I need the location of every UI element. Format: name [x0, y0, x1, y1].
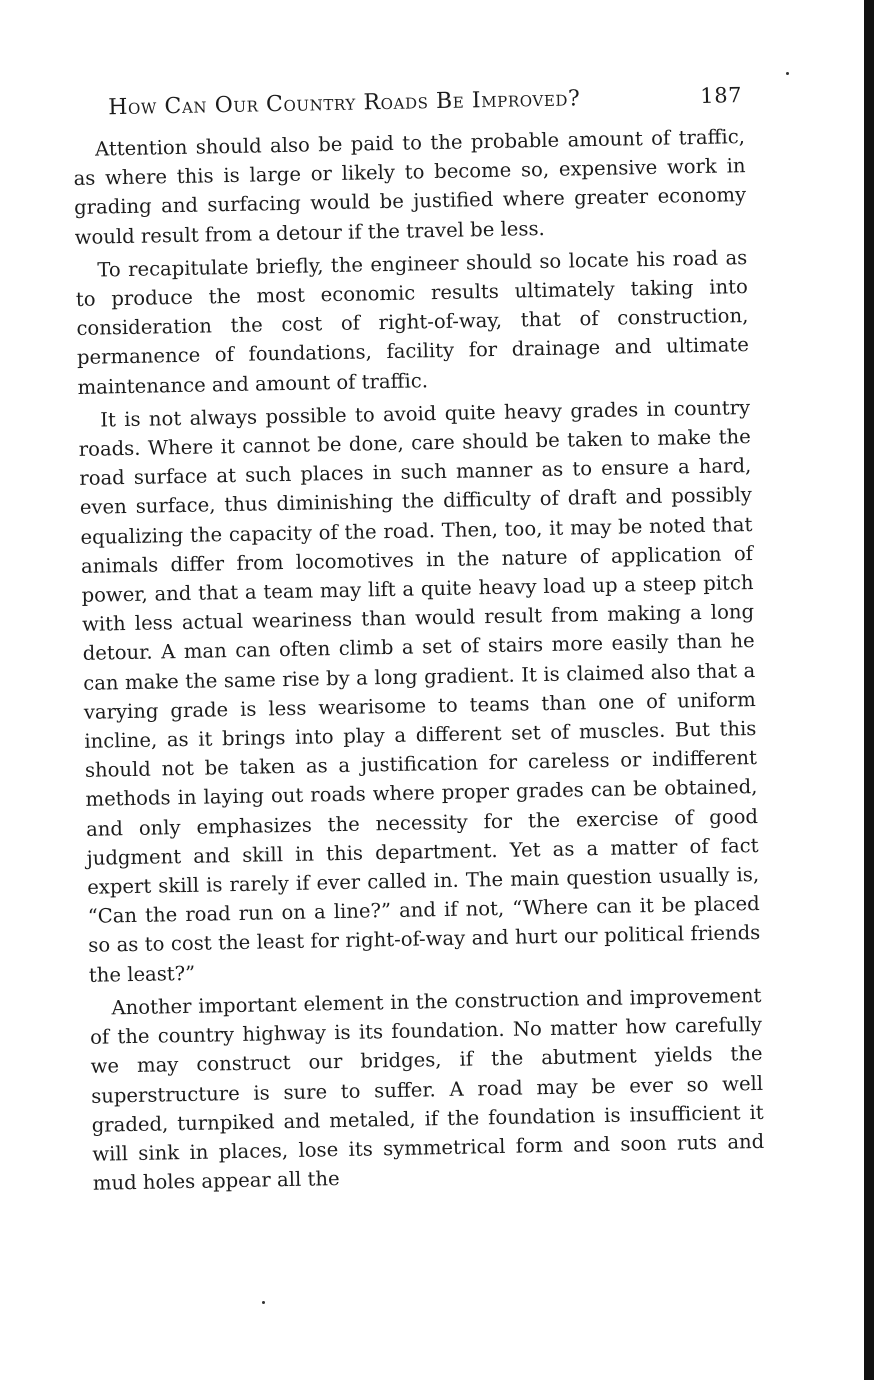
paragraph: Another important element in the construction and improvement of the country highway is its foundation. No matter how carefully we may construct our bridges, if the abutment yields the superstructure is sure to suffer. A road may be ever so well graded, turnpiked and metaled, if the foundation is insufficient it will sink in places, lose its symmetrical form and soon ruts and mud holes appear all the — [89, 983, 765, 1195]
speck-mark — [786, 72, 789, 75]
page-number: 187 — [699, 83, 743, 108]
book-page — [72, 83, 765, 1202]
paragraph: To recapitulate briefly, the engineer should so locate his road as to produce the most economic results ultimately taking into consideration the cost of right-of-way, that of construction, permanence of foundations, facility for drainage and ultimate maintenance and amount of traffic. — [75, 245, 750, 399]
paragraph: It is not always possible to avoid quite heavy grades in country roads. Where it cannot be done, care should be taken to make the road surface at such places in such manner as to ensure a hard, even surface, thus diminishing the difficulty of draft and possibly equalizing the capacity of the road. Then, too, it may be noted that animals differ from locomotives in the nature of application of power, and that a team may lift a quite heavy load up a steep pitch with less actual weariness than would result from making a long detour. A man can often climb a set of stairs more easily than he can make the same rise by a long gradient. It is claimed also that a varying grade is less wearisome to teams than one of uniform incline, as it brings into play a different set of muscles. But this should not be taken as a justification for careless or indifferent methods in laying out roads where proper grades can be obtained, and only emphasizes the necessity for the exercise of good judgment and skill in this department. Yet as a matter of fact expert skill is rarely if ever called in. The main question usually is, “Can the road run on a line?” and if not, “Where can it be placed so as to cost the least for right-of-way and hurt our political friends the least?” — [78, 395, 761, 987]
scan-edge — [864, 0, 874, 1380]
speck-mark — [262, 1301, 265, 1304]
running-head — [108, 83, 744, 120]
body-text — [73, 122, 765, 1198]
paragraph: Attention should also be paid to the probable amount of traffic, as where this is large or likely to become so, expensive work in grading and surfacing would be justified where greater economy would result from a detour if the travel be less. — [73, 125, 747, 249]
running-title: How Can Our Country Roads Be Improved? — [107, 86, 581, 121]
